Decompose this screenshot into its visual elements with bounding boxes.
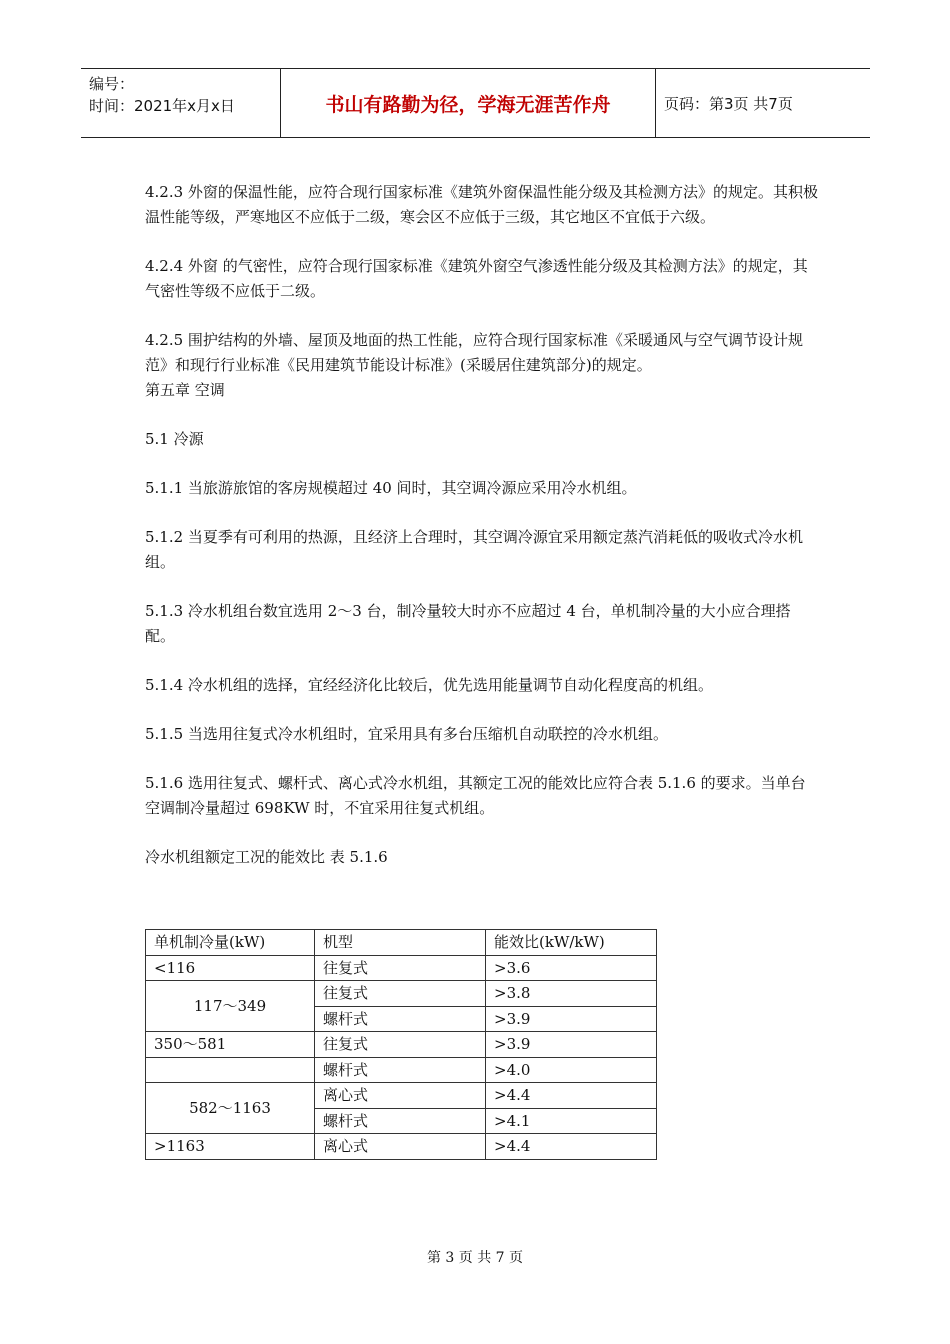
table-cell: >3.9 <box>486 1006 657 1032</box>
table-cell: 螺杆式 <box>315 1108 486 1134</box>
table-cell: >3.6 <box>486 955 657 981</box>
table-cell: 螺杆式 <box>315 1057 486 1083</box>
table-cell: >1163 <box>146 1134 315 1160</box>
page-header <box>81 68 870 138</box>
paragraph-4-2-3: 4.2.3 外窗的保温性能，应符合现行国家标准《建筑外窗保温性能分级及其检测方法》的规定。其积极温性能等级，严寒地区不应低于二级，寒会区不应低于三级，其它地区不宜低于六级。 <box>145 183 818 226</box>
paragraph-5-1-3: 5.1.3 冷水机组台数宜选用 2～3 台，制冷量较大时亦不应超过 4 台，单机制冷量的大小应合理搭配。 <box>145 602 791 645</box>
table-cell: <116 <box>146 955 315 981</box>
table-header-row <box>146 930 657 956</box>
paragraph-4-2-5: 4.2.5 围护结构的外墙、屋顶及地面的热工性能，应符合现行国家标准《采暖通风与空气调节设计规范》和现行行业标准《民用建筑节能设计标准》(采暖居住建筑部分)的规定。 <box>145 331 803 374</box>
table-row <box>146 981 657 1007</box>
paragraph-5-1-4: 5.1.4 冷水机组的选择，宜经经济化比较后，优先选用能量调节自动化程度高的机组。 <box>145 676 713 694</box>
document-number-label: 编号： <box>89 75 135 93</box>
table-cell: 离心式 <box>315 1134 486 1160</box>
table-cell: 往复式 <box>315 955 486 981</box>
table-cell <box>146 1057 315 1083</box>
date-label: 时间：2021年x月x日 <box>89 97 235 115</box>
table-cell: 350～581 <box>146 1032 315 1058</box>
section-heading: 5.1 冷源 <box>145 430 204 448</box>
paragraph-4-2-4: 4.2.4 外窗 的气密性，应符合现行国家标准《建筑外窗空气渗透性能分级及其检测方法》的规定，其气密性等级不应低于二级。 <box>145 257 808 300</box>
table-cell: >3.9 <box>486 1032 657 1058</box>
table-cell: 离心式 <box>315 1083 486 1109</box>
table-row <box>146 1057 657 1083</box>
header-page-number: 页码：第3页 共7页 <box>664 94 793 113</box>
table-row <box>146 1083 657 1109</box>
page-footer: 第 3 页 共 7 页 <box>426 1250 524 1266</box>
table-cell: 往复式 <box>315 1032 486 1058</box>
table-cell: 117～349 <box>146 981 315 1032</box>
table-row <box>146 955 657 981</box>
table-cell: 螺杆式 <box>315 1006 486 1032</box>
table-header-cell: 机型 <box>315 930 486 956</box>
paragraph-5-1-5: 5.1.5 当选用往复式冷水机组时，宜采用具有多台压缩机自动联控的冷水机组。 <box>145 725 668 743</box>
table-cell: >4.0 <box>486 1057 657 1083</box>
table-cell: >4.4 <box>486 1083 657 1109</box>
table-cell: >4.4 <box>486 1134 657 1160</box>
chapter-heading: 第五章 空调 <box>145 381 225 399</box>
table-header-cell: 能效比(kW/kW) <box>486 930 657 956</box>
table-caption: 冷水机组额定工况的能效比 表 5.1.6 <box>145 848 388 866</box>
paragraph-5-1-6: 5.1.6 选用往复式、螺杆式、离心式冷水机组，其额定工况的能效比应符合表 5.1.6 的要求。当单台空调制冷量超过 698KW 时，不宜采用往复式机组。 <box>145 774 806 817</box>
header-meta <box>81 69 281 137</box>
table-header-cell: 单机制冷量(kW) <box>146 930 315 956</box>
table-row <box>146 1032 657 1058</box>
document-body <box>145 180 820 894</box>
paragraph-5-1-2: 5.1.2 当夏季有可利用的热源，且经济上合理时，其空调冷源宜采用额定蒸汽消耗低的吸收式冷水机组。 <box>145 528 803 571</box>
paragraph-5-1-1: 5.1.1 当旅游旅馆的客房规模超过 40 间时，其空调冷源应采用冷水机组。 <box>145 479 637 497</box>
table-cell: 582～1163 <box>146 1083 315 1134</box>
table-cell: >3.8 <box>486 981 657 1007</box>
table-cell: >4.1 <box>486 1108 657 1134</box>
header-motto: 书山有路勤为径，学海无涯苦作舟 <box>281 69 656 137</box>
efficiency-table <box>145 929 657 1160</box>
table-row <box>146 1134 657 1160</box>
table-cell: 往复式 <box>315 981 486 1007</box>
